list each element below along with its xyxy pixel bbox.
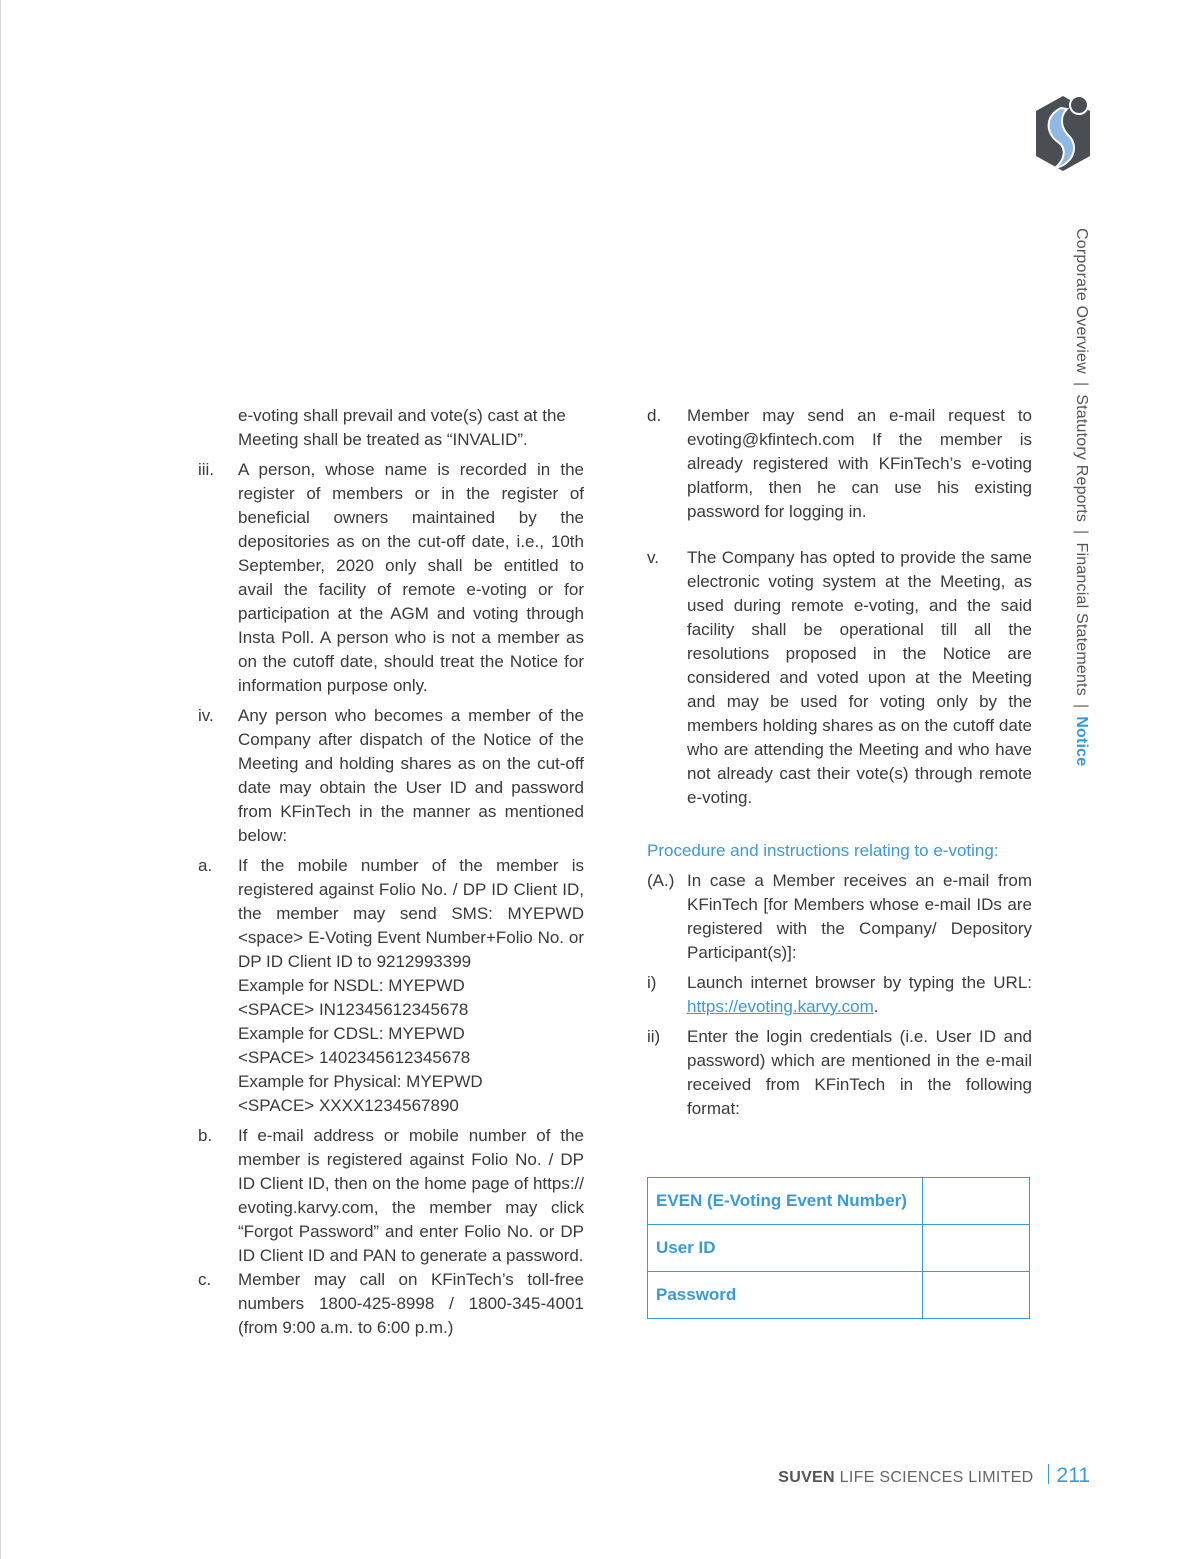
list-text: Enter the login credentials (i.e. User ID and password) which are mentioned in the e-mail received from KFinTech in the following format: (687, 1027, 1032, 1118)
company-name: SUVEN LIFE SCIENCES LIMITED (778, 1469, 1034, 1486)
list-item-a (198, 854, 584, 1118)
list-text: Any person who becomes a member of the Company after dispatch of the Notice of the Meeting and holding shares as on the cut-off date may obtain the User ID and password from KFinTech in the manner as mentioned below: (238, 706, 584, 845)
table-value-password (923, 1272, 1030, 1319)
suven-logo-icon (1034, 94, 1092, 172)
page-footer (778, 1462, 1090, 1488)
list-item-ii (647, 1025, 1032, 1121)
list-marker: iii. (198, 460, 215, 479)
sms-example: <SPACE> XXXX1234567890 (238, 1096, 459, 1115)
list-marker: d. (647, 406, 662, 425)
list-marker: ii) (647, 1027, 661, 1046)
footer-divider (1048, 1464, 1049, 1484)
list-text: Member may send an e-mail request to evoting@kfintech.com If the member is already registered with KFinTech’s e-voting platform, then he can use his existing password for logging in. (687, 406, 1032, 521)
continued-paragraph: e-voting shall prevail and vote(s) cast at the Meeting shall be treated as “INVALID”. (238, 406, 566, 449)
table-label-password: Password (648, 1272, 923, 1319)
list-text: If e-mail address or mobile number of the member is registered against Folio No. / DP ID Client ID, then on the home page of https:// evoting.karvy.com, the member may click “Forgot Password” and enter Folio No. or DP ID Client ID and PAN to generate a password. (238, 1126, 584, 1265)
list-text: A person, whose name is recorded in the register of members or in the register of beneficial owners maintained by the depositories as on the cut-off date, i.e., 10th September, 2020 only shall be entitled to avail the facility of remote e-voting or for participation at the AGM and voting through Insta Poll. A person who is not a member as on the cutoff date, should treat the Notice for information purpose only. (238, 460, 584, 695)
list-item-iii (198, 458, 584, 698)
list-item-v (647, 546, 1032, 810)
list-item-b (198, 1124, 584, 1268)
sms-example: Example for CDSL: MYEPWD (238, 1024, 465, 1043)
sms-example: Example for Physical: MYEPWD (238, 1072, 483, 1091)
list-text: Launch internet browser by typing the URL: https://evoting.karvy.com. (687, 973, 1032, 1016)
sms-example: <SPACE> 1402345612345678 (238, 1048, 471, 1067)
list-marker: a. (198, 856, 213, 875)
list-marker: (A.) (647, 871, 675, 890)
list-text: If the mobile number of the member is registered against Folio No. / DP ID Client ID, the member may send SMS: MYEPWD <space> E-Voting Event Number+Folio No. or DP ID Client ID to 9212993399 Example for NSDL: MYEPWD <SPACE> IN12345612345678 Example for CDSL: MYEPWD <SPACE> 1402345612345678 Example for Physical: MYEPWD <SPACE> XXXX1234567890 (238, 854, 584, 1118)
list-marker: v. (647, 548, 659, 567)
table-row (648, 1225, 1030, 1272)
table-label-user-id: User ID (648, 1225, 923, 1272)
nav-separator: | (1073, 530, 1090, 535)
section-nav (1072, 228, 1090, 766)
list-marker: c. (198, 1270, 212, 1289)
credentials-table (647, 1177, 1030, 1319)
list-item-c (198, 1268, 584, 1340)
list-marker: i) (647, 973, 657, 992)
list-text: In case a Member receives an e-mail from KFinTech [for Members whose e-mail IDs are registered with the Company/ Depository Participant(s)]: (687, 871, 1032, 962)
list-item-A (647, 869, 1032, 965)
list-text: Member may call on KFinTech’s toll-free numbers 1800-425-8998 / 1800-345-4001 (from 9:00 a.m. to 6:00 p.m.) (238, 1270, 584, 1337)
list-item-iv (198, 704, 584, 848)
table-label-even: EVEN (E-Voting Event Number) (648, 1178, 923, 1225)
table-row (648, 1178, 1030, 1225)
page-edge (0, 0, 1, 1559)
nav-item-corporate-overview[interactable]: Corporate Overview (1073, 228, 1090, 374)
sms-example: Example for NSDL: MYEPWD (238, 976, 465, 995)
list-marker: b. (198, 1126, 213, 1145)
table-row (648, 1272, 1030, 1319)
section-heading: Procedure and instructions relating to e-voting: (647, 841, 999, 860)
list-text: The Company has opted to provide the same electronic voting system at the Meeting, as used during remote e-voting, and the said facility shall be operational till all the resolutions proposed in the Notice are considered and voted upon at the Meeting and may be used for voting only by the members holding shares as on the cutoff date who are attending the Meeting and who have not already cast their vote(s) through remote e-voting. (687, 548, 1032, 807)
left-column (198, 404, 584, 1340)
table-value-user-id (923, 1225, 1030, 1272)
list-item-d (647, 404, 1032, 524)
list-item-i (647, 971, 1032, 1019)
nav-item-notice[interactable]: Notice (1073, 716, 1090, 767)
nav-item-financial-statements[interactable]: Financial Statements (1073, 542, 1090, 696)
nav-item-statutory-reports[interactable]: Statutory Reports (1073, 394, 1090, 523)
list-marker: iv. (198, 706, 214, 725)
right-column (647, 404, 1032, 1121)
nav-separator: | (1073, 703, 1090, 709)
evoting-url-link[interactable]: https://evoting.karvy.com (687, 997, 874, 1016)
sms-example: <SPACE> IN12345612345678 (238, 1000, 469, 1019)
nav-separator: | (1073, 381, 1090, 387)
table-value-even (923, 1178, 1030, 1225)
page-number: 211 (1056, 1464, 1090, 1487)
